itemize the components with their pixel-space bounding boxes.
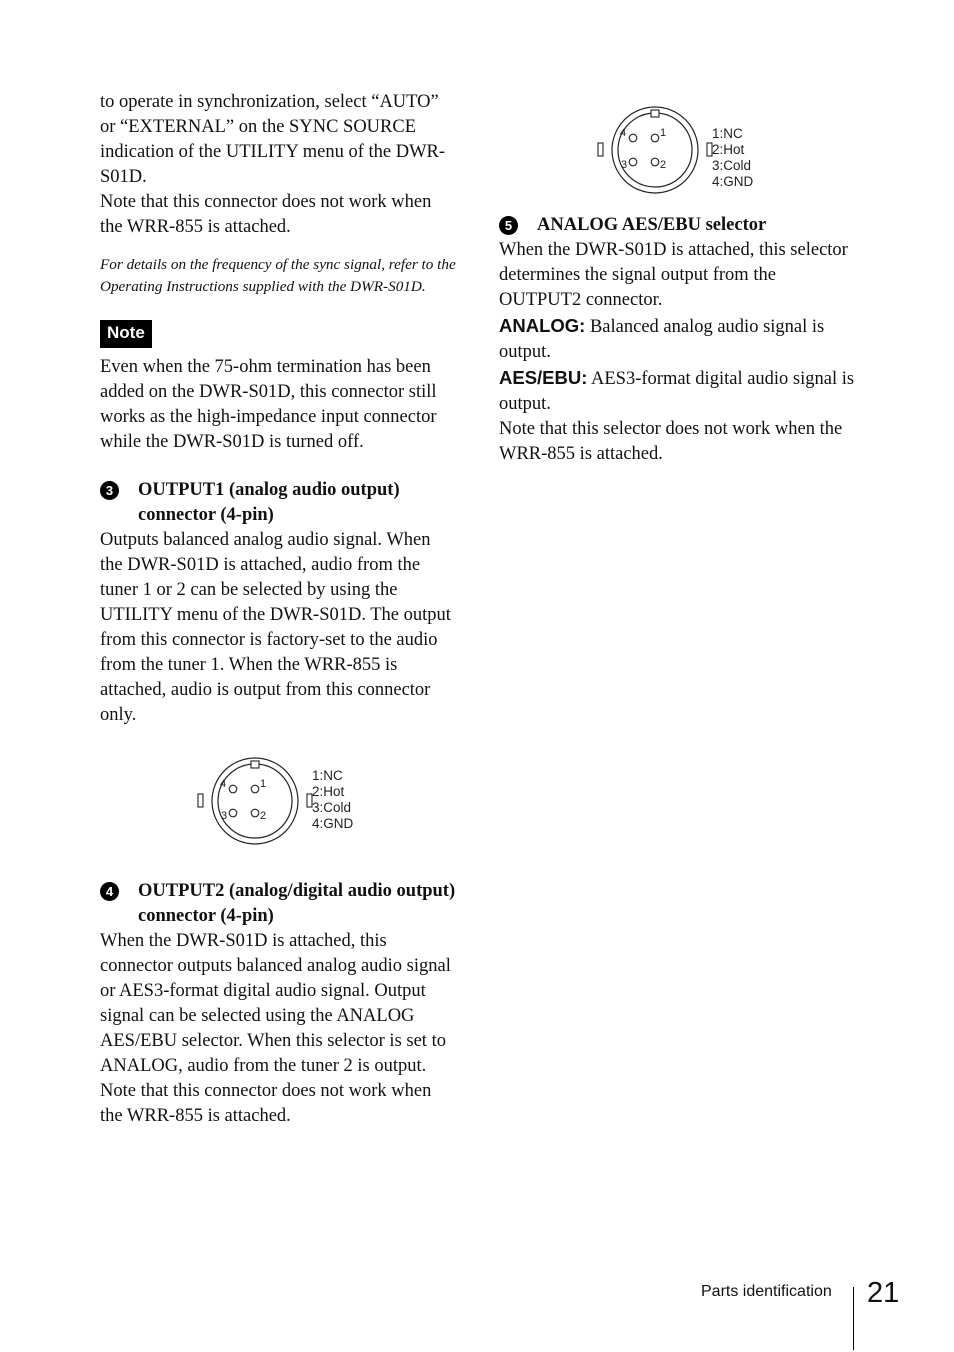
intro-note: Note that this connector does not work when the WRR-855 is attached. <box>100 192 432 237</box>
pin-number: 4 <box>220 778 227 790</box>
section-4-heading <box>100 879 456 929</box>
pin-assignment: 1:NC <box>712 126 743 141</box>
footer-divider <box>853 1287 854 1350</box>
aes-ebu-term: AES/EBU: <box>499 367 588 388</box>
aes-ebu-option <box>499 365 855 417</box>
analog-description: Balanced analog audio signal is output. <box>499 317 825 362</box>
xlr-connector-icon <box>197 757 317 853</box>
pin-number: 3 <box>621 159 628 171</box>
pin-assignment-list <box>312 768 353 832</box>
section-4-title: OUTPUT2 (analog/digital audio output) connector (4-pin) <box>138 881 456 926</box>
pin-number: 4 <box>620 127 627 139</box>
footer-section-label: Parts identification <box>701 1283 832 1300</box>
pin-number: 1 <box>260 778 267 790</box>
intro-paragraph: to operate in synchronization, select “AUTO” or “EXTERNAL” on the SYNC SOURCE indication of the UTILITY menu of the DWR-S01D. <box>100 92 446 187</box>
analog-option <box>499 313 855 365</box>
section-5-heading <box>499 213 855 238</box>
note-label: Note <box>100 320 152 348</box>
italic-reference: For details on the frequency of the sync signal, refer to the Operating Instructions supplied with the DWR-S01D. <box>100 256 456 295</box>
pin-assignment: 3:Cold <box>312 800 352 815</box>
pin-assignment: 4:GND <box>312 816 354 831</box>
note-text: Even when the 75-ohm termination has been added on the DWR-S01D, this connector still works as the high-impedance input connector while the DWR-S01D is turned off. <box>100 357 437 452</box>
section-number-badge: 3 <box>100 481 119 500</box>
section-5-body: When the DWR-S01D is attached, this selector determines the signal output from the OUTPUT2 connector. <box>499 240 848 310</box>
section-4-note: Note that this connector does not work when the WRR-855 is attached. <box>100 1081 432 1126</box>
pin-assignment: 3:Cold <box>712 158 752 173</box>
section-3-heading <box>100 478 456 528</box>
pin-number: 2 <box>660 159 667 171</box>
section-5-title: ANALOG AES/EBU selector <box>537 215 767 235</box>
section-5-note: Note that this selector does not work when the WRR-855 is attached. <box>499 419 843 464</box>
analog-term: ANALOG: <box>499 315 586 336</box>
right-column <box>499 90 855 467</box>
pin-assignment-list <box>712 126 753 190</box>
page-number: 21 <box>867 1277 900 1309</box>
pin-assignment: 1:NC <box>312 768 343 783</box>
pin-assignment: 4:GND <box>712 174 754 189</box>
pin-assignment: 2:Hot <box>712 142 745 157</box>
section-3-title: OUTPUT1 (analog audio output) connector (4-pin) <box>138 480 400 525</box>
connector-diagram-output2 <box>499 116 855 212</box>
pin-assignment: 2:Hot <box>312 784 345 799</box>
section-3-body: Outputs balanced analog audio signal. When the DWR-S01D is attached, audio from the tuner 1 or 2 can be selected by using the UTILITY menu of the DWR-S01D. The output from this connector is factory-set to the audio from the tuner 1. When the WRR-855 is attached, audio is output from this connector only. <box>100 530 451 725</box>
left-column <box>100 90 456 1129</box>
connector-diagram-output1 <box>100 757 456 853</box>
aes-ebu-description: AES3-format digital audio signal is output. <box>499 369 855 414</box>
pin-number: 2 <box>260 810 267 822</box>
section-number-badge: 5 <box>499 216 518 235</box>
section-number-badge: 4 <box>100 882 119 901</box>
pin-number: 1 <box>660 127 667 139</box>
pin-number: 3 <box>221 810 228 822</box>
section-4-body: When the DWR-S01D is attached, this connector outputs balanced analog audio signal or AES3-format digital audio signal. Output signal can be selected using the ANALOG AES/EBU selector. When this selector is set to ANALOG, audio from the tuner 2 is output. <box>100 931 451 1076</box>
xlr-connector-icon <box>597 106 717 202</box>
